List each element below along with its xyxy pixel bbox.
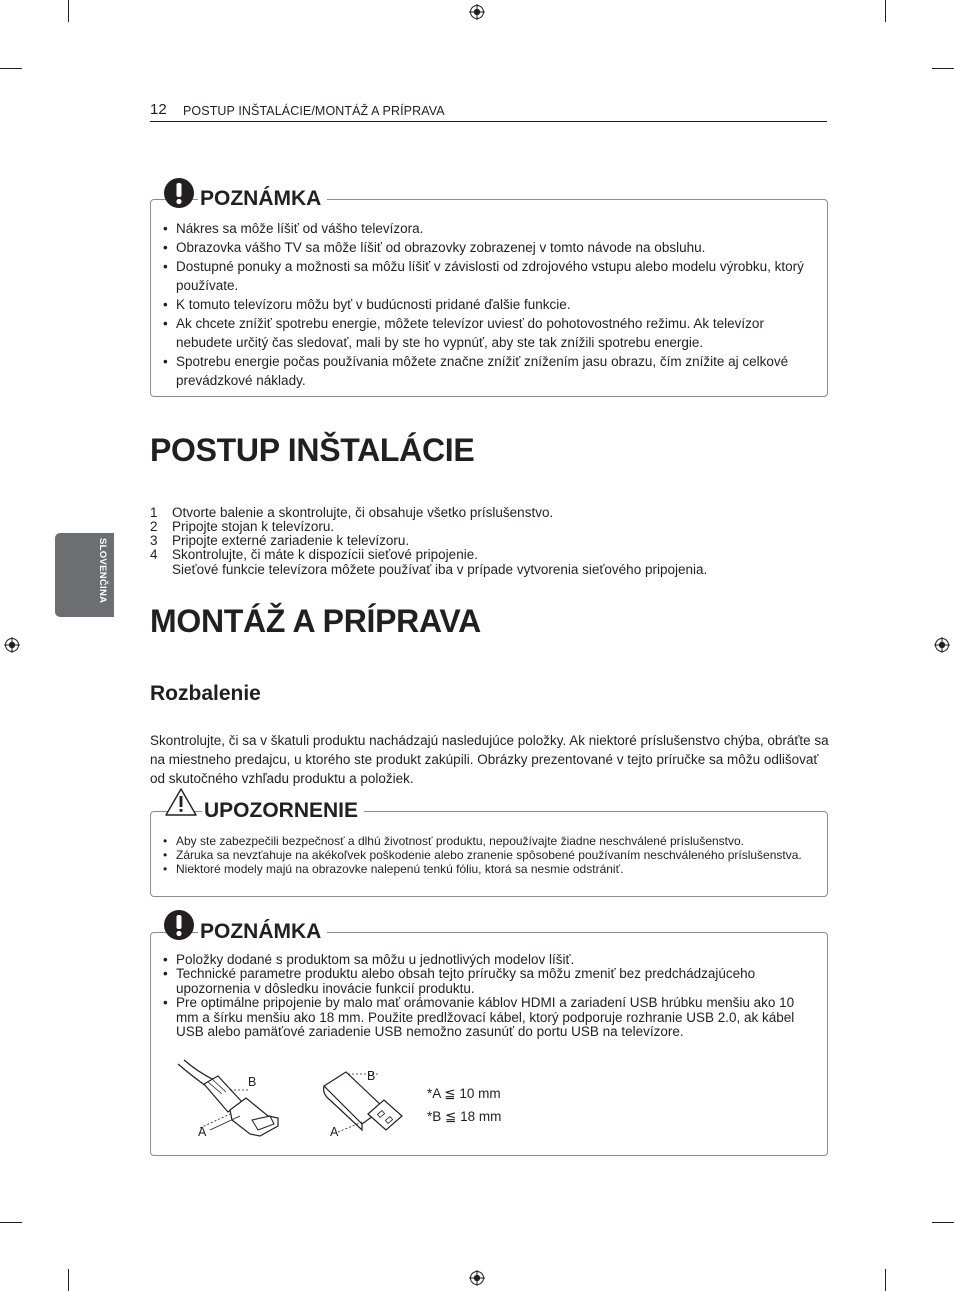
hdmi-connector-diagram (170, 1058, 290, 1142)
exclamation-icon (163, 909, 195, 941)
note-title: POZNÁMKA (198, 920, 327, 944)
crop-mark (68, 1269, 69, 1291)
note-list (163, 219, 813, 390)
installation-steps (150, 506, 830, 578)
list-item: • Ak chcete znížiť spotrebu energie, môžete televízor uviesť do pohotovostného režimu. Ak televízor nebudete určitý čas sledovať, mali by ste ho vypnúť, aby ste tak znížili spotrebu energie. (163, 314, 813, 352)
crop-mark (885, 1269, 886, 1291)
language-tab-label: SLOVENČINA (97, 538, 108, 604)
usb-label-b: B (367, 1069, 376, 1083)
usb-label-a: A (330, 1125, 339, 1139)
registration-mark-icon (469, 1270, 485, 1286)
registration-mark-icon (4, 637, 20, 653)
section-heading-installation: POSTUP INŠTALÁCIE (150, 432, 475, 468)
note-list (163, 953, 813, 1039)
list-item: • Spotrebu energie počas používania môžete značne znížiť znížením jasu obrazu, čím znížite aj celkové prevádzkové náklady. (163, 352, 813, 390)
step-text: Pripojte stojan k televízoru. (172, 519, 335, 534)
hdmi-label-b: B (248, 1075, 257, 1089)
subheading-unpacking: Rozbalenie (150, 682, 261, 705)
caution-list (163, 834, 813, 876)
list-item: • Dostupné ponuky a možnosti sa môžu líšiť v závislosti od zdrojového vstupu alebo modelu výrobku, ktorý používate. (163, 257, 813, 295)
step-text: Skontrolujte, či máte k dispozícii sieťové pripojenie. (172, 547, 478, 562)
list-item: • Nákres sa môže líšiť od vášho televízora. (163, 219, 813, 238)
crop-mark (0, 1222, 22, 1223)
crop-mark (0, 68, 22, 69)
crop-mark (932, 1222, 954, 1223)
header-rule (150, 121, 827, 122)
intro-paragraph: Skontrolujte, či sa v škatuli produktu nachádzajú nasledujúce položky. Ak niektoré príslušenstvo chýba, obráťte sa na miestneho predajcu, u ktorého ste produkt zakúpili. Obrázky prezentované v tejto príručke sa môžu odlišovať od skutočného vzhľadu produktu a položiek. (150, 733, 829, 786)
registration-mark-icon (469, 4, 485, 20)
list-item: • Obrazovka vášho TV sa môže líšiť od obrazovky zobrazenej v tomto návode na obsluhu. (163, 238, 813, 257)
list-item: • Technické parametre produktu alebo obsah tejto príručky sa môžu zmeniť bez predchádzajúceho upozornenia v dôsledku inovácie funkcií produktu. (163, 967, 813, 996)
crop-mark (932, 68, 954, 69)
step-text: Pripojte externé zariadenie k televízoru. (172, 533, 410, 548)
caution-title: UPOZORNENIE (202, 799, 364, 823)
hdmi-label-a: A (198, 1125, 207, 1139)
step-number: 1 (150, 505, 158, 520)
spec-a: *A ≦ 10 mm (427, 1086, 501, 1101)
crop-mark (885, 0, 886, 22)
crop-mark (68, 0, 69, 22)
step-text: Otvorte balenie a skontrolujte, či obsahuje všetko príslušenstvo. (172, 505, 554, 520)
step-number: 4 (150, 547, 158, 562)
list-item: • Pre optimálne pripojenie by malo mať orámovanie káblov HDMI a zariadení USB hrúbku menšiu ako 10 mm a šírku menšiu ako 18 mm. Použite predlžovací kábel, ktorý podporuje rozhranie USB 2.0, ak kábel USB alebo pamäťové zariadenie USB nemožno zasunúť do portu USB na televízore. (163, 996, 813, 1039)
list-item: • K tomuto televízoru môžu byť v budúcnosti pridané ďalšie funkcie. (163, 295, 813, 314)
step-number: 3 (150, 533, 158, 548)
registration-mark-icon (934, 637, 950, 653)
list-item: • Aby ste zabezpečili bezpečnosť a dlhú životnosť produktu, nepoužívajte žiadne neschválené príslušenstvo. (163, 834, 813, 848)
list-item: • Položky dodané s produktom sa môžu u jednotlivých modelov líšiť. (163, 953, 813, 967)
spec-b: *B ≦ 18 mm (427, 1109, 502, 1124)
page-number: 12 (150, 101, 167, 118)
list-item: • Záruka sa nevzťahuje na akékoľvek poškodenie alebo zranenie spôsobené používaním neschváleného príslušenstva. (163, 848, 813, 862)
list-item: • Niektoré modely majú na obrazovke nalepenú tenkú fóliu, ktorá sa nesmie odstrániť. (163, 862, 813, 876)
exclamation-icon (163, 177, 195, 209)
step-number: 2 (150, 519, 158, 534)
note-title: POZNÁMKA (198, 187, 327, 211)
running-header: POSTUP INŠTALÁCIE/MONTÁŽ A PRÍPRAVA (183, 104, 445, 118)
section-heading-assembly: MONTÁŽ A PRÍPRAVA (150, 603, 481, 639)
warning-triangle-icon (164, 787, 198, 817)
step-subtext: Sieťové funkcie televízora môžete používať iba v prípade vytvorenia sieťového pripojenia. (172, 562, 708, 577)
